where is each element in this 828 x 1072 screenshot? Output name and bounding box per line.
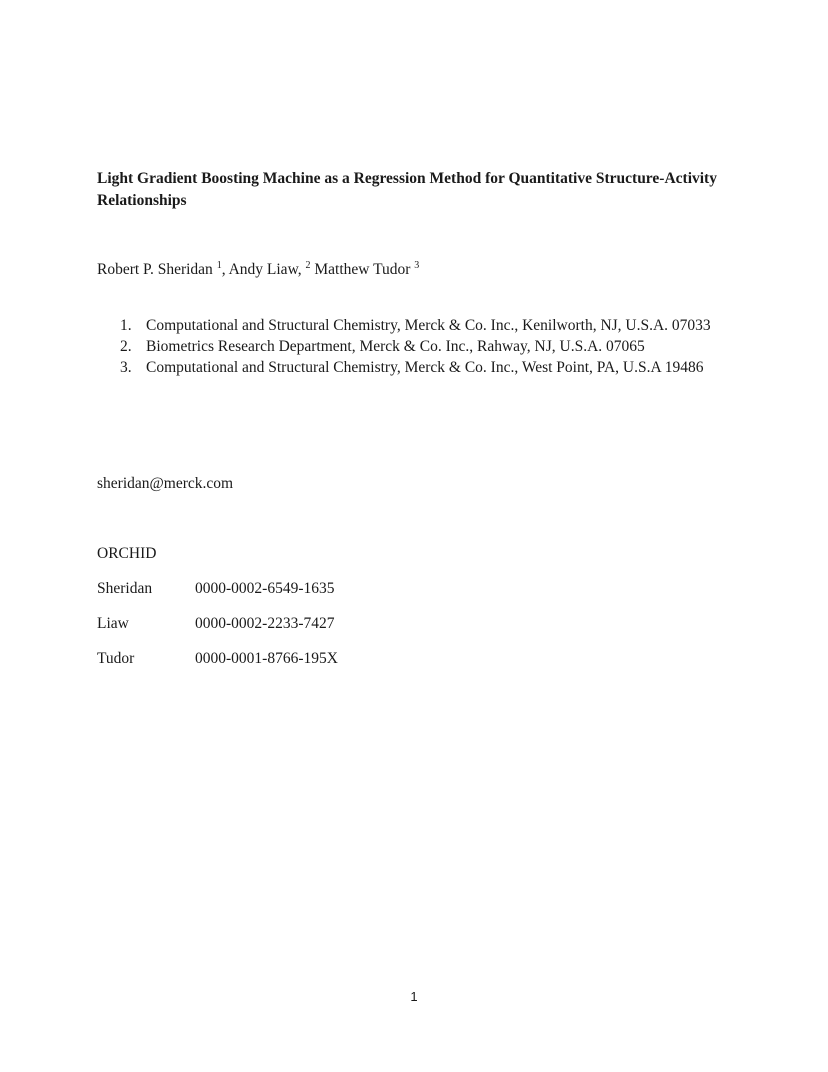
author-affiliation-marker: 1 [216, 260, 222, 271]
orcid-author-name: Tudor [97, 650, 135, 667]
affiliation-text: Computational and Structural Chemistry, Merck & Co. Inc., West Point, PA, U.S.A 19486 [146, 359, 704, 376]
page-number: 1 [410, 989, 418, 1004]
orcid-row [97, 579, 335, 599]
author-name: Andy Liaw, [228, 261, 306, 278]
author-line [97, 259, 419, 281]
contact-email: sheridan@merck.com [97, 475, 234, 492]
author-affiliation-marker: 3 [414, 260, 420, 271]
author-separator: , [221, 261, 229, 278]
orcid-author-name: Liaw [97, 615, 129, 632]
author-name: Robert P. Sheridan [97, 261, 217, 278]
orcid-id: 0000-0002-2233-7427 [195, 615, 335, 632]
affiliation-item [97, 315, 717, 336]
author-name: Matthew Tudor [314, 261, 415, 278]
affiliation-text: Biometrics Research Department, Merck & Co. Inc., Rahway, NJ, U.S.A. 07065 [146, 338, 645, 355]
orcid-row [97, 649, 338, 669]
orcid-id: 0000-0001-8766-195X [195, 650, 338, 667]
affiliation-list [97, 315, 717, 378]
affiliation-number: 3. [120, 359, 132, 376]
orcid-author-name: Sheridan [97, 580, 153, 597]
orcid-id: 0000-0002-6549-1635 [195, 580, 335, 597]
paper-title: Light Gradient Boosting Machine as a Regression Method for Quantitative Structure-Activity Relationships [97, 170, 717, 209]
orcid-row [97, 614, 335, 634]
affiliation-item [97, 336, 717, 357]
author-affiliation-marker: 2 [305, 260, 311, 271]
orcid-heading: ORCHID [97, 545, 157, 562]
affiliation-item [97, 357, 717, 378]
affiliation-number: 2. [120, 338, 132, 355]
affiliation-number: 1. [120, 317, 132, 334]
affiliation-text: Computational and Structural Chemistry, Merck & Co. Inc., Kenilworth, NJ, U.S.A. 07033 [146, 317, 711, 334]
